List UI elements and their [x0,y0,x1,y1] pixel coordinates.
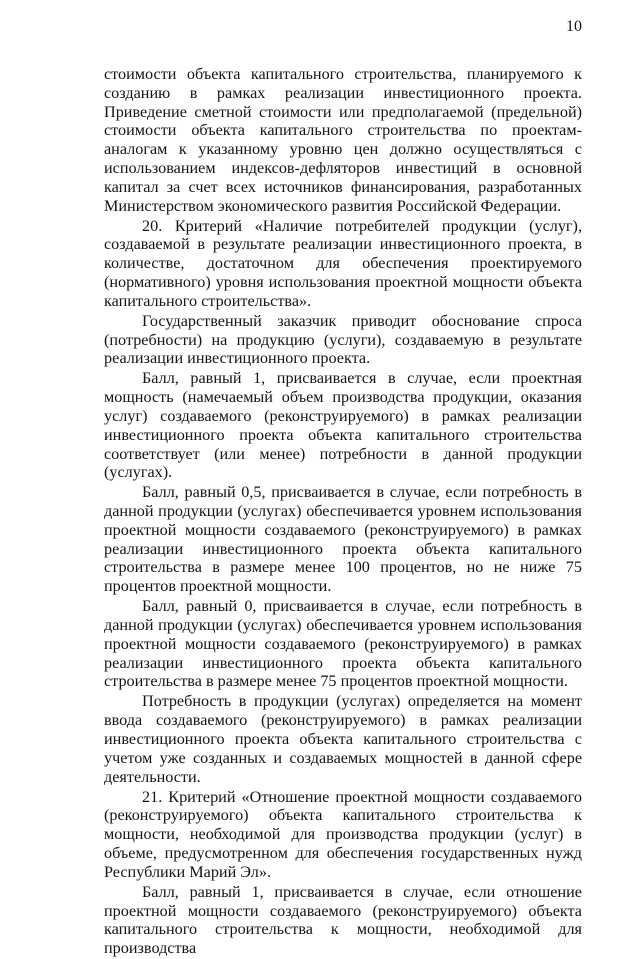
paragraph-criterion-21: 21. Критерий «Отношение проектной мощности создаваемого (реконструируемого) объекта капитального строительства к мощности, необходимой для производства продукции (услуг) в объеме, предусмотренном для обеспечения государственных нужд Республики Марий Эл». [104,787,582,881]
paragraph-criterion-21-score-1: Балл, равный 1, присваивается в случае, если отношение проектной мощности создаваемого (реконструируемого) объекта капитального строительства к мощности, необходимой для производства [104,882,582,958]
paragraph-score-0-5: Балл, равный 0,5, присваивается в случае, если потребность в данной продукции (услугах) обеспечивается уровнем использования проектной мощности создаваемого (реконструируемого) в рамках реализации инвестиционного проекта объекта капитального строительства в размере менее 100 процентов, но не ниже 75 процентов проектной мощности. [104,483,582,596]
paragraph-demand-justification: Государственный заказчик приводит обоснование спроса (потребности) на продукцию (услуги), создаваемую в результате реализации инвестиционного проекта. [104,311,582,368]
paragraph-cost-continuation: стоимости объекта капитального строительства, планируемого к созданию в рамках реализации инвестиционного проекта. Приведение сметной стоимости или предполагаемой (предельной) стоимости объекта капитального строительства по проектам-аналогам к указанному уровню цен должно осуществляться с использованием индексов-дефляторов инвестиций в основной капитал за счет всех источников финансирования, разработанных Министерством экономического развития Российской Федерации. [104,65,582,215]
page-number: 10 [566,18,582,35]
paragraph-score-1: Балл, равный 1, присваивается в случае, если проектная мощность (намечаемый объем производства продукции, оказания услуг) создаваемого (реконструируемого) в рамках реализации инвестиционного проекта объекта капитального строительства соответствует (или менее) потребности в данной продукции (услугах). [104,369,582,482]
document-body [104,65,582,959]
paragraph-score-0: Балл, равный 0, присваивается в случае, если потребность в данной продукции (услугах) обеспечивается уровнем использования проектной мощности создаваемого (реконструируемого) в рамках реализации инвестиционного проекта объекта капитального строительства в размере менее 75 процентов проектной мощности. [104,597,582,691]
paragraph-demand-definition: Потребность в продукции (услугах) определяется на момент ввода создаваемого (реконструируемого) в рамках реализации инвестиционного проекта объекта капитального строительства с учетом уже созданных и создаваемых мощностей в данной сфере деятельности. [104,692,582,786]
paragraph-criterion-20: 20. Критерий «Наличие потребителей продукции (услуг), создаваемой в результате реализации инвестиционного проекта, в количестве, достаточном для обеспечения проектируемого (нормативного) уровня использования проектной мощности объекта капитального строительства». [104,216,582,310]
